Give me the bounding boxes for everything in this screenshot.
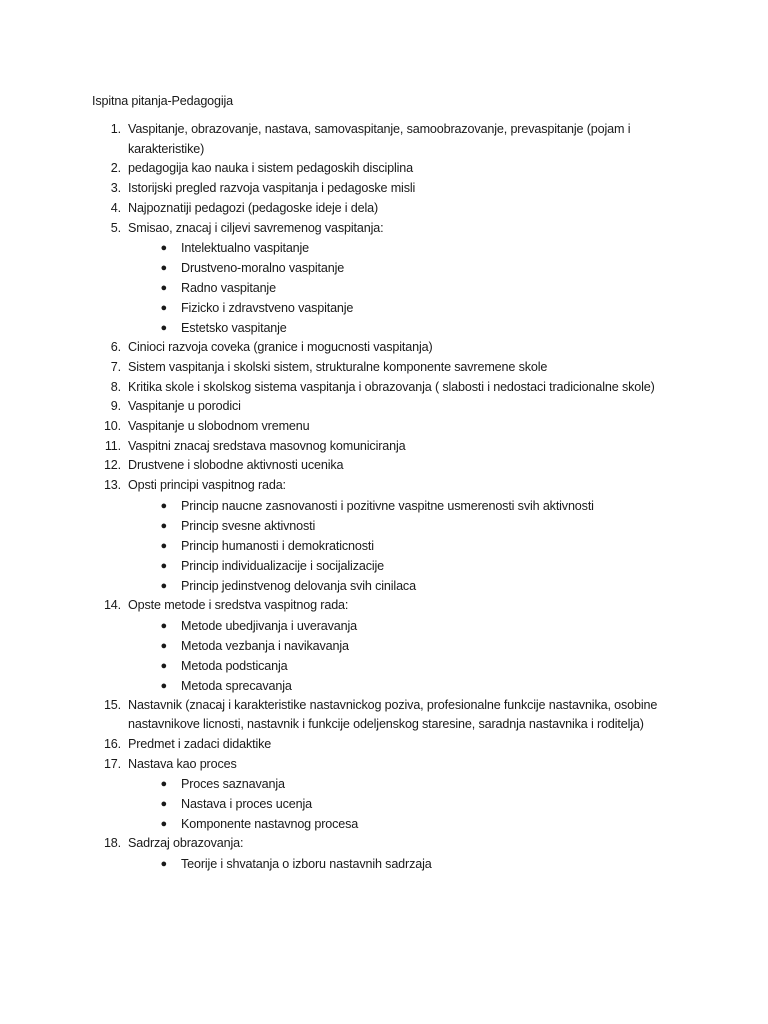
sub-item-text: Metoda sprecavanja bbox=[181, 678, 292, 693]
sub-item bbox=[0, 258, 768, 278]
bullet-icon: ● bbox=[160, 242, 167, 255]
list-item-number: 4. bbox=[110, 200, 121, 215]
sub-item-text: Fizicko i zdravstveno vaspitanje bbox=[181, 301, 354, 316]
sub-item bbox=[0, 814, 768, 834]
list-item bbox=[0, 397, 768, 417]
sub-item bbox=[0, 676, 768, 696]
list-item-text: Sistem vaspitanja i skolski sistem, strukturalne komponente savremene skole bbox=[128, 359, 548, 374]
list-item-row bbox=[0, 378, 768, 398]
bullet-icon: ● bbox=[160, 499, 167, 512]
list-item-number: 10. bbox=[103, 419, 121, 434]
list-item-number: 13. bbox=[103, 478, 121, 493]
list-item-row bbox=[0, 456, 768, 476]
list-item bbox=[0, 437, 768, 457]
bullet-icon: ● bbox=[160, 858, 167, 871]
list-item bbox=[0, 735, 768, 755]
list-item-row bbox=[0, 437, 768, 457]
list-item bbox=[0, 696, 768, 735]
list-item-row bbox=[0, 476, 768, 496]
list-item bbox=[0, 378, 768, 398]
list-item bbox=[0, 120, 768, 159]
list-item-text: Opste metode i sredstva vaspitnog rada: bbox=[128, 597, 349, 612]
list-item-row bbox=[0, 735, 768, 755]
sub-item-text: Princip humanosti i demokraticnosti bbox=[181, 538, 374, 553]
list-item-number: 9. bbox=[110, 399, 121, 414]
list-item-row bbox=[0, 159, 768, 179]
sub-item-text: Metoda vezbanja i navikavanja bbox=[181, 638, 349, 653]
list-item bbox=[0, 476, 768, 596]
list-item-row bbox=[0, 358, 768, 378]
sub-item-text: Komponente nastavnog procesa bbox=[181, 817, 359, 832]
list-item bbox=[0, 179, 768, 199]
list-item-row bbox=[0, 696, 768, 735]
sub-item bbox=[0, 516, 768, 536]
sub-item-text: Metoda podsticanja bbox=[181, 658, 288, 673]
list-item-number: 11. bbox=[104, 438, 121, 453]
bullet-icon: ● bbox=[160, 619, 167, 632]
list-item bbox=[0, 338, 768, 358]
sub-item-text: Princip jedinstvenog delovanja svih cinilaca bbox=[181, 578, 416, 593]
list-item-row bbox=[0, 120, 768, 159]
list-item-number: 7. bbox=[110, 359, 121, 374]
sub-item-text: Metode ubedjivanja i uveravanja bbox=[181, 618, 357, 633]
list-item-text: Sadrzaj obrazovanja: bbox=[128, 836, 244, 851]
list-item-row bbox=[0, 338, 768, 358]
list-item bbox=[0, 755, 768, 835]
list-item-number: 8. bbox=[110, 379, 121, 394]
sub-item bbox=[0, 298, 768, 318]
list-item-text: Opsti principi vaspitnog rada: bbox=[128, 478, 286, 493]
list-item-row bbox=[0, 755, 768, 775]
sub-item bbox=[0, 318, 768, 338]
list-item-number: 12. bbox=[103, 458, 121, 473]
list-item-row bbox=[0, 417, 768, 437]
sub-item bbox=[0, 238, 768, 258]
list-item bbox=[0, 199, 768, 219]
list-item-number: 2. bbox=[110, 161, 121, 176]
list-item-text: Vaspitanje u slobodnom vremenu bbox=[128, 419, 310, 434]
bullet-icon: ● bbox=[160, 519, 167, 532]
list-item-text: pedagogija kao nauka i sistem pedagoskih disciplina bbox=[128, 161, 413, 176]
list-item-number: 14. bbox=[103, 597, 121, 612]
list-item-text: Nastavnik (znacaj i karakteristike nastavnickog poziva, profesionalne funkcije nastavnika, osobine nastavnikove licnosti, nastavnik i funkcije odeljenskog staresine, saradnja nastavnika i roditelja) bbox=[128, 697, 658, 732]
sub-item-text: Intelektualno vaspitanje bbox=[181, 241, 310, 256]
bullet-icon: ● bbox=[160, 539, 167, 552]
bullet-icon: ● bbox=[160, 262, 167, 275]
list-item bbox=[0, 219, 768, 339]
bullet-icon: ● bbox=[160, 798, 167, 811]
list-item-number: 17. bbox=[103, 756, 121, 771]
sub-item bbox=[0, 794, 768, 814]
list-item-row bbox=[0, 834, 768, 854]
sub-item-text: Teorije i shvatanja o izboru nastavnih sadrzaja bbox=[181, 857, 432, 872]
bullet-icon: ● bbox=[160, 778, 167, 791]
list-item-number: 18. bbox=[103, 836, 121, 851]
bullet-icon: ● bbox=[160, 322, 167, 335]
list-item-row bbox=[0, 199, 768, 219]
list-item-text: Predmet i zadaci didaktike bbox=[128, 736, 272, 751]
sub-item-text: Nastava i proces ucenja bbox=[181, 797, 312, 812]
sub-item bbox=[0, 278, 768, 298]
list-item-text: Kritika skole i skolskog sistema vaspitanja i obrazovanja ( slabosti i nedostaci tradicionalne skole) bbox=[128, 379, 655, 394]
list-item-row bbox=[0, 397, 768, 417]
bullet-icon: ● bbox=[160, 302, 167, 315]
list-item-row bbox=[0, 596, 768, 616]
bullet-icon: ● bbox=[160, 559, 167, 572]
bullet-icon: ● bbox=[160, 659, 167, 672]
sub-item bbox=[0, 576, 768, 596]
sub-item-text: Drustveno-moralno vaspitanje bbox=[181, 261, 345, 276]
sub-item bbox=[0, 636, 768, 656]
list-item-number: 6. bbox=[110, 340, 121, 355]
list-item-text: Vaspitni znacaj sredstava masovnog komuniciranja bbox=[128, 438, 406, 453]
sub-item bbox=[0, 496, 768, 516]
sub-item bbox=[0, 536, 768, 556]
list-item-text: Vaspitanje u porodici bbox=[128, 399, 241, 414]
list-item-number: 15. bbox=[103, 697, 121, 712]
sub-item-text: Estetsko vaspitanje bbox=[181, 321, 287, 336]
list-item-text: Smisao, znacaj i ciljevi savremenog vaspitanja: bbox=[128, 220, 384, 235]
sub-item bbox=[0, 556, 768, 576]
list-item-row bbox=[0, 219, 768, 239]
list-item bbox=[0, 358, 768, 378]
sub-item bbox=[0, 774, 768, 794]
list-item bbox=[0, 456, 768, 476]
bullet-icon: ● bbox=[160, 639, 167, 652]
list-item-number: 16. bbox=[103, 736, 121, 751]
list-item-text: Cinioci razvoja coveka (granice i mogucnosti vaspitanja) bbox=[128, 340, 433, 355]
list-item bbox=[0, 417, 768, 437]
sub-item-text: Radno vaspitanje bbox=[181, 281, 276, 296]
list-item-text: Drustvene i slobodne aktivnosti ucenika bbox=[128, 458, 344, 473]
sub-item-text: Princip naucne zasnovanosti i pozitivne vaspitne usmerenosti svih aktivnosti bbox=[181, 498, 594, 513]
question-list bbox=[0, 120, 768, 874]
list-item bbox=[0, 596, 768, 696]
sub-item bbox=[0, 616, 768, 636]
bullet-icon: ● bbox=[160, 282, 167, 295]
bullet-icon: ● bbox=[160, 818, 167, 831]
list-item-number: 5. bbox=[110, 220, 121, 235]
sub-item-text: Proces saznavanja bbox=[181, 777, 285, 792]
list-item-text: Istorijski pregled razvoja vaspitanja i pedagoske misli bbox=[128, 181, 416, 196]
sub-item bbox=[0, 854, 768, 874]
list-item-text: Vaspitanje, obrazovanje, nastava, samovaspitanje, samoobrazovanje, prevaspitanje (pojam i karakteristike) bbox=[128, 122, 631, 156]
sub-item-text: Princip individualizacije i socijalizacije bbox=[181, 558, 384, 573]
document-title: Ispitna pitanja-Pedagogija bbox=[92, 94, 234, 108]
sub-item-text: Princip svesne aktivnosti bbox=[181, 518, 316, 533]
list-item bbox=[0, 159, 768, 179]
list-item-row bbox=[0, 179, 768, 199]
list-item-number: 3. bbox=[110, 181, 121, 196]
list-item bbox=[0, 834, 768, 874]
list-item-number: 1. bbox=[110, 122, 121, 136]
list-item-text: Nastava kao proces bbox=[128, 756, 237, 771]
list-item-text: Najpoznatiji pedagozi (pedagoske ideje i dela) bbox=[128, 200, 379, 215]
sub-item bbox=[0, 656, 768, 676]
bullet-icon: ● bbox=[160, 579, 167, 592]
bullet-icon: ● bbox=[160, 679, 167, 692]
